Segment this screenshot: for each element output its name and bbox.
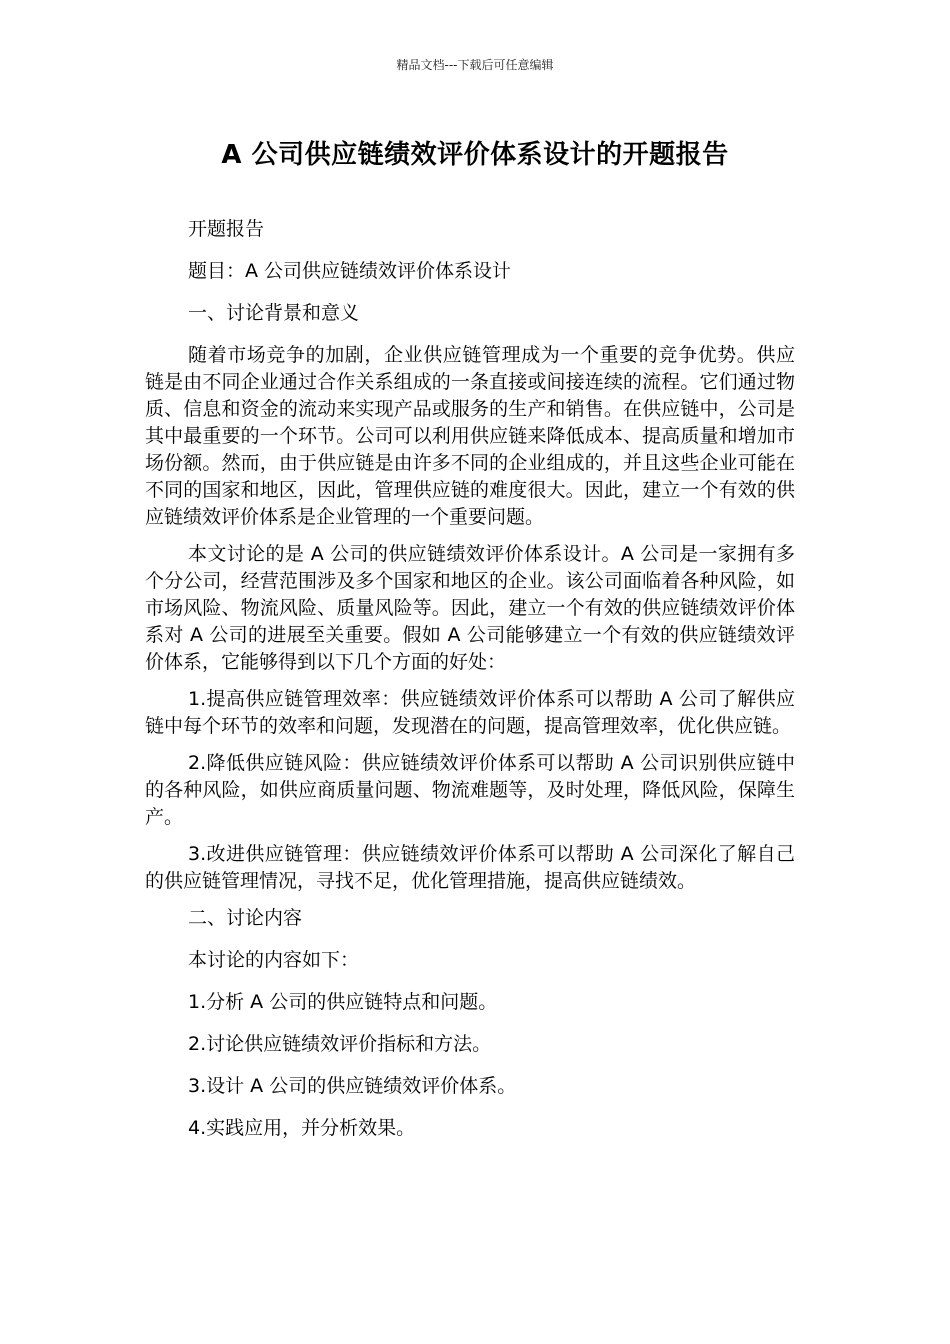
benefit-item: 3.改进供应链管理：供应链绩效评价体系可以帮助 A 公司深化了解自己的供应链管理情况，寻找不足，优化管理措施，提高供应链绩效。 [145,843,795,892]
content-item: 4.实践应用，并分析效果。 [188,1117,416,1139]
benefit-item: 1.提高供应链管理效率：供应链绩效评价体系可以帮助 A 公司了解供应链中每个环节的效率和问题，发现潜在的问题，提高管理效率，优化供应链。 [145,688,795,737]
section-heading-background: 一、讨论背景和意义 [188,302,360,324]
body-paragraph: 本文讨论的是 A 公司的供应链绩效评价体系设计。A 公司是一家拥有多个分公司，经营范围涉及多个国家和地区的企业。该公司面临着各种风险，如市场风险、物流风险、质量风险等。因此，建立一个有效的供应链绩效评价体系对 A 公司的进展至关重要。假如 A 公司能够建立一个有效的供应链绩效评价体系，它能够得到以下几个方面的好处： [145,543,795,673]
content-item: 2.讨论供应链绩效评价指标和方法。 [188,1033,492,1055]
content-intro: 本讨论的内容如下： [188,949,360,971]
content-item: 1.分析 A 公司的供应链特点和问题。 [188,991,498,1013]
content-item: 3.设计 A 公司的供应链绩效评价体系。 [188,1075,517,1097]
section-heading-content: 二、讨论内容 [188,907,303,929]
body-paragraph: 随着市场竞争的加剧，企业供应链管理成为一个重要的竞争优势。供应链是由不同企业通过合作关系组成的一条直接或间接连续的流程。它们通过物质、信息和资金的流动来实现产品或服务的生产和销售。在供应链中，公司是其中最重要的一个环节。公司可以利用供应链来降低成本、提高质量和增加市场份额。然而，由于供应链是由许多不同的企业组成的，并且这些企业可能在不同的国家和地区，因此，管理供应链的难度很大。因此，建立一个有效的供应链绩效评价体系是企业管理的一个重要问题。 [145,344,795,528]
benefit-item: 2.降低供应链风险：供应链绩效评价体系可以帮助 A 公司识别供应链中的各种风险，如供应商质量问题、物流难题等，及时处理，降低风险，保障生产。 [145,752,795,828]
topic-line: 题目：A 公司供应链绩效评价体系设计 [188,260,512,282]
document-title: A 公司供应链绩效评价体系设计的开题报告 [221,140,729,170]
header-note: 精品文档---下载后可任意编辑 [396,58,554,72]
document-body [145,216,795,1157]
section-label: 开题报告 [188,218,265,240]
